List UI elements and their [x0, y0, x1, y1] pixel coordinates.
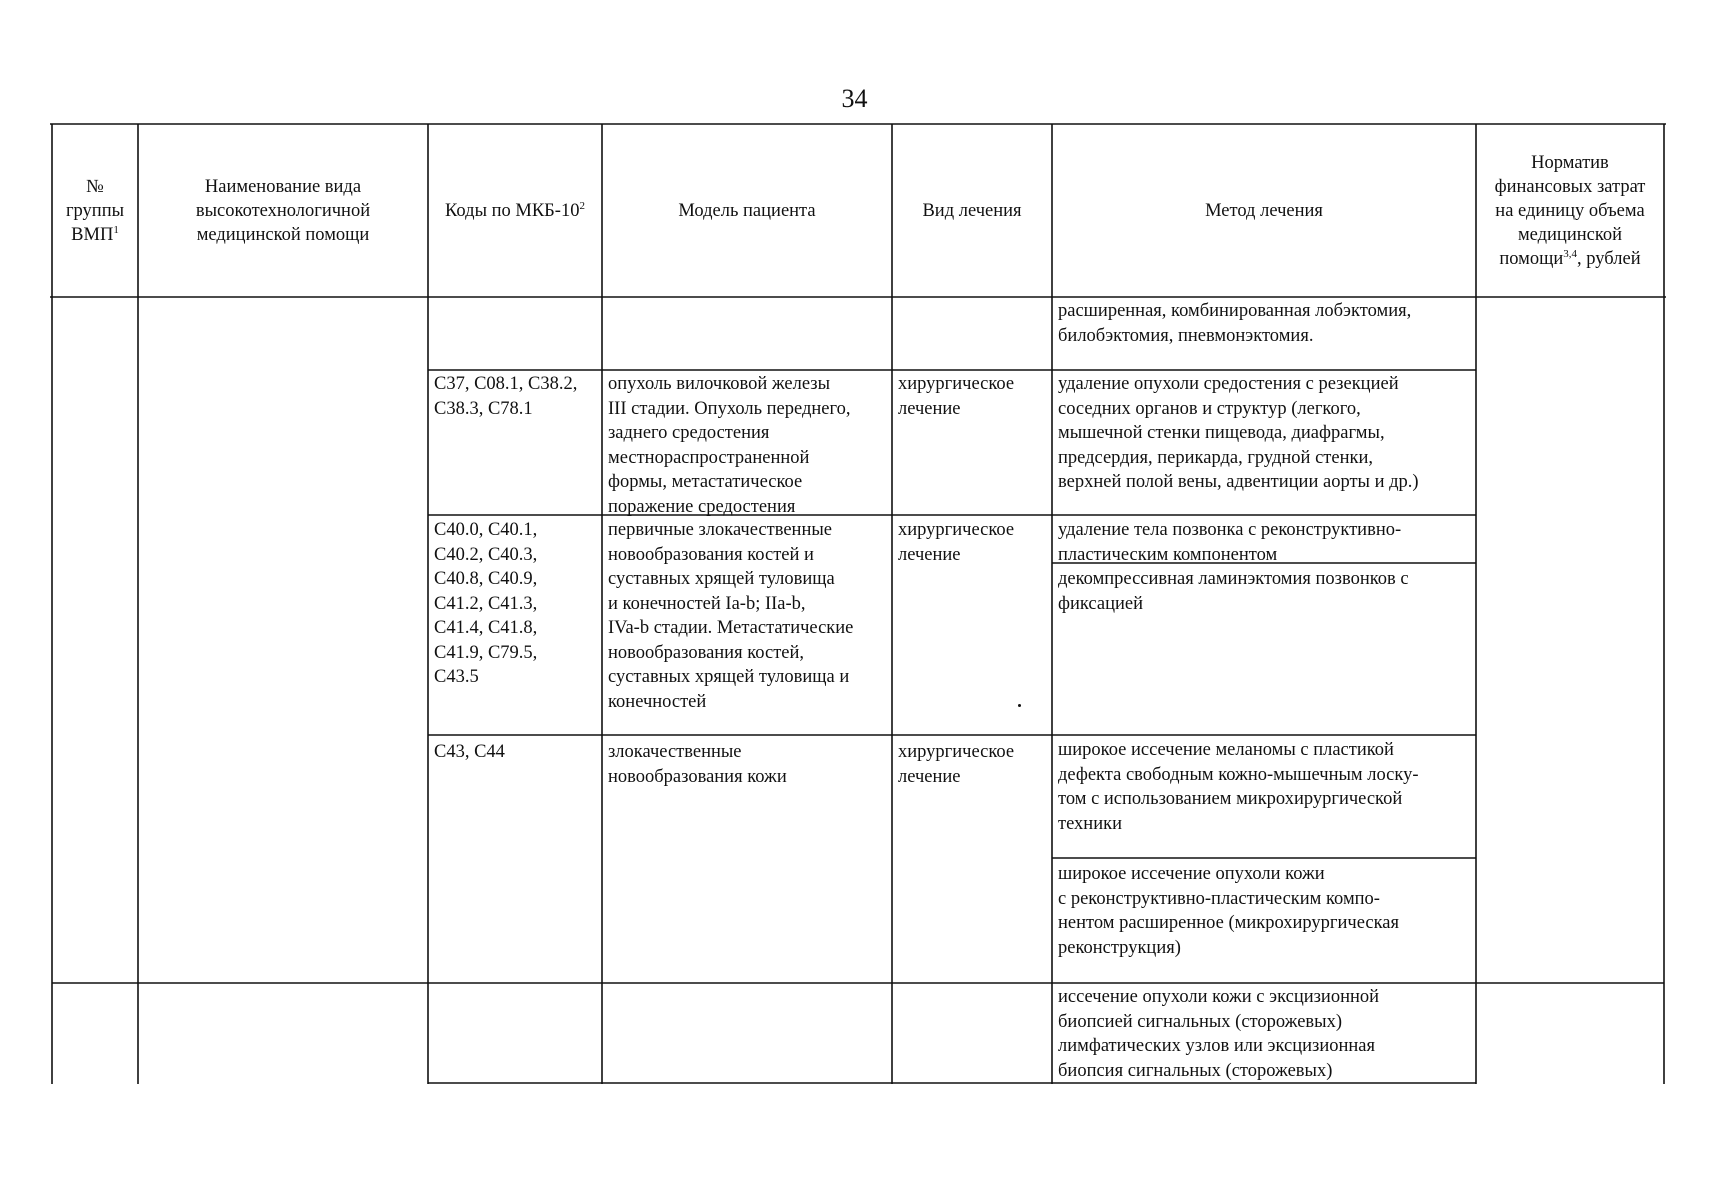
- header-group-number-line-2: группы: [65, 200, 125, 221]
- row-1-model-line: формы, метастатическое: [608, 472, 803, 492]
- header-name: [138, 124, 428, 297]
- header-method: [1052, 124, 1476, 297]
- row-2-method-b-line: декомпрессивная ламинэктомия позвонков с: [1058, 569, 1409, 589]
- header-group-number-line-1: №: [86, 176, 104, 197]
- row-4-method: [1058, 985, 1379, 1083]
- row-2-method-b: [1058, 567, 1409, 616]
- row-0-method-line: билобэктомия, пневмонэктомия.: [1058, 325, 1314, 346]
- row-3-model-line: злокачественные: [608, 742, 742, 762]
- row-2-model: [608, 518, 853, 714]
- row-2-code-line: C43.5: [434, 667, 479, 687]
- row-1-model-line: III стадии. Опухоль переднего,: [608, 398, 851, 419]
- row-1-method-line: удаление опухоли средостения с резекцией: [1058, 374, 1399, 394]
- row-2-code-line: C41.2, C41.3,: [434, 593, 538, 614]
- row-3-method-a: [1058, 738, 1419, 836]
- row-3-treatment: [898, 740, 1014, 789]
- header-model: [602, 124, 892, 297]
- row-3-method-b-line: реконструкция): [1058, 937, 1181, 958]
- row-2-treatment: [898, 518, 1014, 567]
- row-2-code-line: C40.8, C40.9,: [434, 569, 538, 589]
- row-4-method-line: биопсией сигнальных (сторожевых): [1058, 1011, 1342, 1032]
- row-1-method-line: соседних органов и структур (легкого,: [1058, 398, 1361, 419]
- header-norm-line-1: Норматив: [1531, 152, 1609, 173]
- row-3-treatment-line: лечение: [898, 766, 961, 787]
- row-2-method-b-line: фиксацией: [1058, 593, 1143, 614]
- header-codes-footnote: 2: [579, 199, 585, 212]
- row-1-model-line: поражение средостения: [608, 496, 796, 517]
- row-2-model-line: суставных хрящей туловища и: [608, 667, 850, 687]
- header-name-line-2: высокотехнологичной: [195, 200, 371, 221]
- header-treatment-type: [892, 124, 1052, 297]
- row-1-method-line: предсердия, перикарда, грудной стенки,: [1058, 447, 1374, 468]
- row-1-model-line: заднего средостения: [608, 423, 770, 443]
- header-norm-footnote: 3,4: [1563, 247, 1578, 260]
- header-group-number-footnote: 1: [113, 223, 119, 236]
- row-2-model-line: и конечностей Ia-b; IIa-b,: [608, 593, 806, 614]
- row-3-method-b: [1058, 862, 1399, 960]
- row-3-codes: [434, 740, 505, 765]
- row-2-code-line: C40.0, C40.1,: [434, 520, 538, 540]
- row-1-treatment: [898, 372, 1014, 421]
- row-3-model-line: новообразования кожи: [608, 766, 787, 787]
- row-3-model: [608, 740, 787, 789]
- row-3-method-a-line: техники: [1058, 813, 1122, 834]
- header-name-line-3: медицинской помощи: [196, 224, 370, 245]
- header-treatment-type-label: Вид лечения: [922, 200, 1022, 221]
- header-codes-label: Коды по МКБ-10: [445, 200, 580, 221]
- row-2-model-line: IVa-b стадии. Метастатические: [608, 618, 854, 638]
- header-codes: [428, 124, 602, 297]
- row-3-method-a-line: том с использованием микрохирургической: [1058, 789, 1403, 809]
- row-2-treatment-line: лечение: [898, 544, 961, 565]
- row-2-method-a-line: пластическим компонентом: [1058, 544, 1278, 565]
- row-1-method-line: верхней полой вены, адвентиции аорты и др.): [1058, 472, 1419, 492]
- row-3-method-b-line: с реконструктивно-пластическим компо-: [1058, 888, 1380, 909]
- header-name-line-1: Наименование вида: [204, 176, 362, 197]
- row-2-codes: [434, 518, 537, 690]
- header-group-number-line-3: ВМП: [71, 224, 114, 245]
- row-1-method: [1058, 372, 1419, 495]
- header-norm-line-3: на единицу объема: [1495, 200, 1645, 221]
- row-2-model-line: новообразования костей,: [608, 642, 805, 663]
- row-3-code-line: C43, C44: [434, 742, 505, 762]
- row-0-method-line: расширенная, комбинированная лобэктомия,: [1058, 301, 1412, 321]
- header-norm-line-2: финансовых затрат: [1494, 176, 1646, 197]
- row-3-method-a-line: дефекта свободным кожно-мышечным лоску-: [1058, 764, 1419, 785]
- stray-dot: [1018, 704, 1021, 707]
- row-3-method-a-line: широкое иссечение меланомы с пластикой: [1058, 740, 1394, 760]
- row-0-method: [1058, 299, 1411, 348]
- row-2-method-a-line: удаление тела позвонка с реконструктивно-: [1058, 520, 1402, 540]
- row-1-model-line: местнораспространенной: [608, 447, 810, 468]
- row-2-model-line: конечностей: [608, 691, 707, 712]
- header-model-label: Модель пациента: [678, 200, 816, 221]
- row-3-treatment-line: хирургическое: [898, 742, 1015, 762]
- header-norm: [1476, 124, 1664, 297]
- row-2-code-line: C41.9, C79.5,: [434, 642, 538, 663]
- row-2-code-line: C40.2, C40.3,: [434, 544, 538, 565]
- row-4-method-line: лимфатических узлов или эксцизионная: [1058, 1036, 1376, 1056]
- row-1-model-line: опухоль вилочковой железы: [608, 374, 831, 394]
- row-1-code-line: C37, C08.1, C38.2,: [434, 374, 578, 394]
- row-1-model: [608, 372, 851, 519]
- row-3-method-b-line: нентом расширенное (микрохирургическая: [1058, 913, 1400, 933]
- row-4-method-line: биопсия сигнальных (сторожевых): [1058, 1060, 1333, 1081]
- row-2-method-a: [1058, 518, 1401, 567]
- row-4-method-line: иссечение опухоли кожи с эксцизионной: [1058, 987, 1380, 1007]
- header-group-number: [52, 124, 138, 297]
- header-method-label: Метод лечения: [1205, 200, 1323, 221]
- row-1-method-line: мышечной стенки пищевода, диафрагмы,: [1058, 423, 1385, 443]
- row-2-model-line: первичные злокачественные: [608, 520, 832, 540]
- header-norm-line-4: медицинской: [1517, 224, 1623, 245]
- page-number: 34: [841, 84, 868, 113]
- row-2-treatment-line: хирургическое: [898, 520, 1015, 540]
- row-1-codes: [434, 372, 577, 421]
- row-1-code-line: C38.3, C78.1: [434, 398, 533, 419]
- row-2-model-line: суставных хрящей туловища: [608, 569, 835, 589]
- row-1-treatment-line: лечение: [898, 398, 961, 419]
- header-norm-line-5b: , рублей: [1577, 248, 1641, 269]
- row-3-method-b-line: широкое иссечение опухоли кожи: [1058, 864, 1325, 884]
- row-2-code-line: C41.4, C41.8,: [434, 618, 538, 638]
- row-2-model-line: новообразования костей и: [608, 544, 814, 565]
- row-1-treatment-line: хирургическое: [898, 374, 1015, 394]
- header-norm-line-5a: помощи: [1499, 248, 1564, 269]
